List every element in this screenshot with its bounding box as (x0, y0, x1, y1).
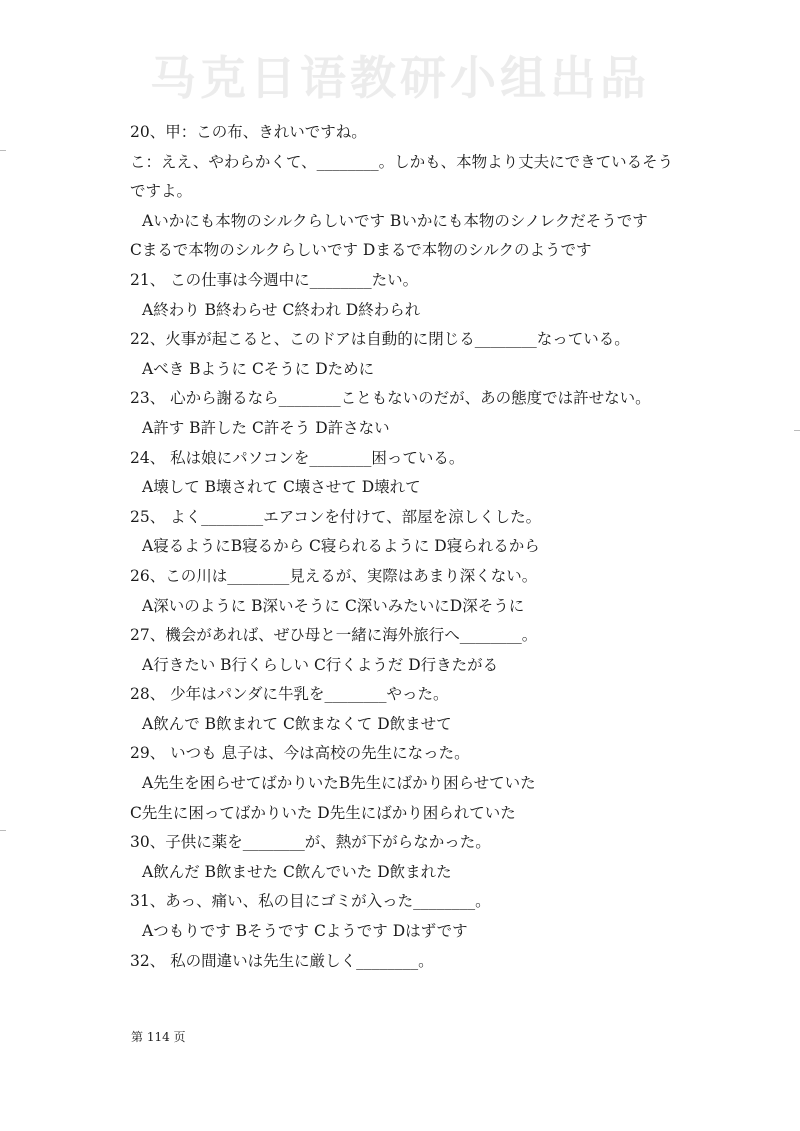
text-line: A壊して B壊されて C壊させて D壊れて (142, 478, 421, 497)
text-line: Cまるで本物のシルクらしいです Dまるで本物のシルクのようです (130, 241, 592, 260)
text-line: 20、甲：この布、きれいですね。 (130, 123, 367, 141)
text-line: A先生を困らせてばかりいたB先生にばかり困らせていた (142, 774, 536, 793)
text-line: A終わり B終わらせ C終われ D終わられ (142, 300, 421, 319)
text-line: 21、 この仕事は今週中に________たい。 (130, 270, 419, 289)
text-line: C先生に困ってばかりいた D先生にばかり困られていた (130, 803, 516, 822)
text-line: ですよ。 (130, 182, 193, 201)
question-list (130, 118, 750, 976)
text-line: A許す B許した C許そう D許さない (142, 418, 390, 437)
scan-edge-mark (0, 830, 6, 831)
text-line: 31、あっ、痛い、私の目にゴミが入った________。 (130, 892, 491, 911)
scan-edge-mark (794, 430, 800, 431)
text-line: A深いのように B深いそうに C深いみたいにD深そうに (142, 596, 525, 615)
text-line: 24、 私は娘にパソコンを________困っている。 (130, 448, 465, 467)
text-line: 23、 心から謝るなら________こともないのだが、あの態度では許せない。 (130, 389, 651, 408)
text-line: A寝るようにB寝るから C寝られるように D寝られるから (142, 537, 540, 556)
text-line: 22、火事が起こると、このドアは自動的に閉じる________なっている。 (130, 330, 630, 349)
page-number: 第 114 页 (131, 1030, 186, 1044)
text-line: 29、 いつも 息子は、今は高校の先生になった。 (130, 744, 470, 763)
text-line: Aべき Bように Cそうに Dために (142, 359, 375, 378)
text-line: Aつもりです Bそうです Cようです Dはずです (142, 922, 468, 941)
text-line: 32、 私の間違いは先生に厳しく________。 (130, 951, 434, 970)
text-line: Aいかにも本物のシルクらしいです Bいかにも本物のシノレクだそうです (142, 211, 648, 230)
text-line: 30、子供に薬を________が、熱が下がらなかった。 (130, 833, 491, 852)
text-line: A飲んだ B飲ませた C飲んでいた D飲まれた (142, 862, 452, 881)
text-line: こ：ええ、やわらかくて、________。しかも、本物より丈夫にできているそう (130, 152, 674, 171)
watermark: 马克日语教研小组出品 (150, 51, 650, 105)
text-line: 26、この川は________見えるが、実際はあまり深くない。 (130, 566, 538, 585)
text-line: A行きたい B行くらしい C行くようだ D行きたがる (142, 655, 499, 674)
text-line: 28、 少年はパンダに牛乳を________やった。 (130, 685, 449, 704)
text-line: 27、機会があれば、ぜひ母と一緒に海外旅行へ________。 (130, 626, 538, 645)
scan-edge-mark (0, 150, 6, 151)
text-line: 25、 よく________エアコンを付けて、部屋を涼しくした。 (130, 507, 542, 526)
text-line: A飲んで B飲まれて C飲まなくて D飲ませて (142, 714, 452, 733)
